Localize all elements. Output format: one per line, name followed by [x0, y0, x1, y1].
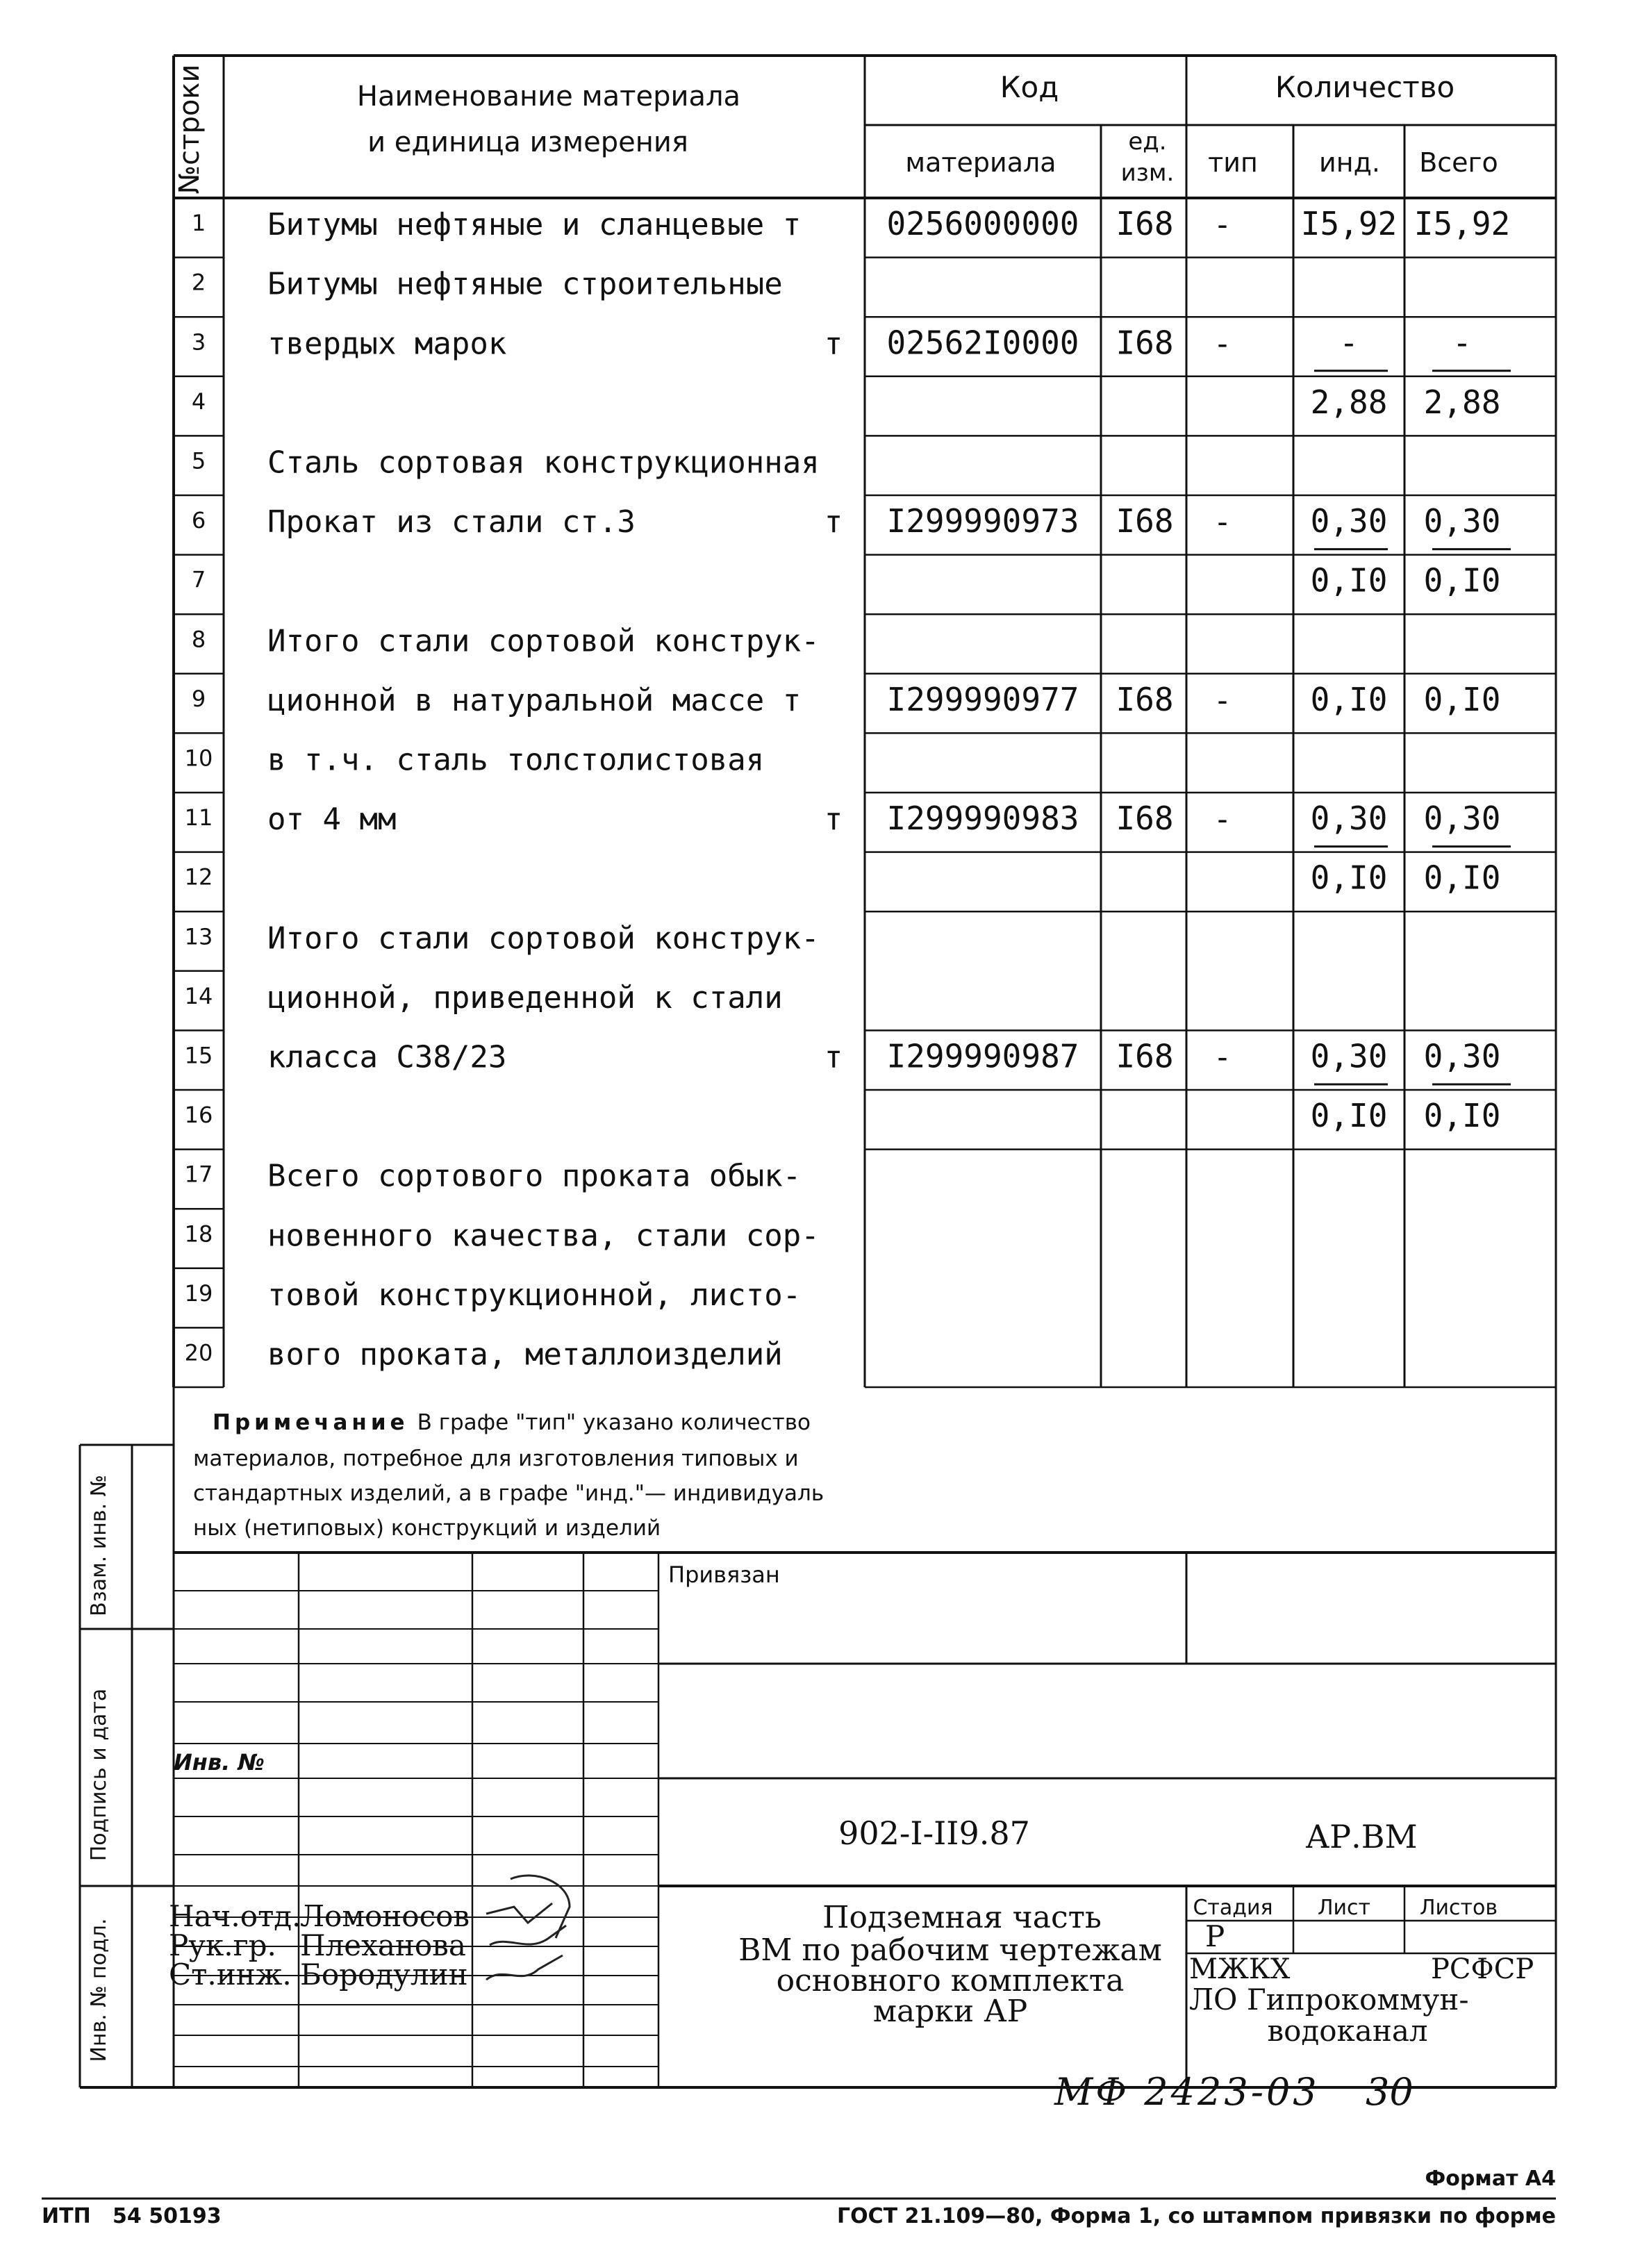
archive-stamp [1054, 2070, 1414, 2114]
unit-header-line2: изм. [1120, 159, 1175, 187]
table-row [192, 562, 1501, 599]
signer-name-3: Бородулин [300, 1957, 468, 1992]
code-header: Код [1000, 70, 1059, 104]
row-number: 17 [184, 1161, 213, 1188]
sheets-label: Листов [1419, 1896, 1498, 1920]
qty-total: 0,I0 [1423, 561, 1501, 599]
row-number: 9 [191, 685, 206, 712]
signer-role-1: Нач.отд. [169, 1899, 301, 1933]
table-body [185, 205, 1511, 1372]
table-row [185, 859, 1501, 897]
name-header-line1: Наименование материала [356, 81, 741, 113]
qty-ind: 0,30 [1310, 800, 1388, 838]
material-unit-mark: т [824, 1039, 843, 1075]
qty-ind-header: инд. [1319, 147, 1380, 178]
table-row [192, 681, 1501, 718]
material-name: Битумы нефтяные и сланцевые т [267, 207, 802, 243]
material-name: ционной в натуральной массе т [267, 682, 802, 718]
name-header-line2: и единица измерения [367, 126, 688, 158]
row-number: 14 [184, 982, 213, 1009]
material-code: 02562I0000 [886, 324, 1079, 362]
qty-ind: 0,30 [1310, 1037, 1388, 1075]
qty-total: 0,30 [1423, 502, 1501, 540]
code-material-header: материала [905, 147, 1056, 178]
signature-marks [486, 1876, 570, 1980]
unit-code: I68 [1116, 1037, 1174, 1075]
material-name: от 4 мм [267, 802, 397, 838]
material-code: 0256000000 [886, 205, 1079, 243]
table-row [185, 1097, 1501, 1134]
title-line-1: Подземная часть [822, 1900, 1102, 1935]
qty-ind: 0,I0 [1310, 561, 1388, 599]
row-number: 16 [184, 1102, 213, 1129]
row-number: 3 [191, 329, 206, 356]
table-row [192, 267, 783, 302]
material-name: в т.ч. сталь толстолистовая [267, 742, 765, 778]
qty-total: 0,I0 [1423, 680, 1501, 718]
qty-type: - [1213, 1039, 1232, 1075]
qty-ind: 0,I0 [1310, 680, 1388, 718]
note-line-4: ных (нетиповых) конструкций и изделий [193, 1516, 661, 1541]
table-row [185, 1218, 820, 1253]
unit-code: I68 [1116, 800, 1174, 838]
doc-code: 902-I-II9.87 [838, 1814, 1030, 1852]
row-number: 4 [191, 388, 206, 415]
org-republic: РСФСР [1431, 1953, 1534, 1985]
qty-type: - [1213, 802, 1232, 838]
signature-stroke [486, 1903, 552, 1923]
row-number: 1 [191, 210, 206, 237]
qty-type: - [1213, 504, 1232, 540]
vzam-inv-label: Взам. инв. № [87, 1475, 111, 1616]
qty-ind: 0,I0 [1310, 1097, 1388, 1135]
title-line-3: основного комплекта [776, 1963, 1125, 1998]
material-name: Битумы нефтяные строительные [267, 266, 783, 302]
qty-ind: I5,92 [1300, 205, 1398, 243]
table-row [192, 205, 1510, 242]
inv-no-label: Инв. № [174, 1749, 265, 1776]
signature-stroke [490, 1926, 566, 1945]
side-labels [87, 1475, 111, 2062]
row-number: 20 [184, 1339, 213, 1366]
qty-total: 2,88 [1423, 383, 1501, 421]
material-name: Сталь сортовая конструкционная [267, 445, 820, 481]
qty-total: 0,I0 [1423, 859, 1501, 897]
row-number: 5 [191, 447, 206, 474]
table-row [192, 445, 820, 480]
unit-code: I68 [1116, 324, 1174, 362]
row-number: 13 [184, 923, 213, 950]
material-name: товой конструкционной, листо- [267, 1277, 802, 1313]
table-row [185, 1159, 802, 1194]
qty-total: 0,30 [1423, 800, 1501, 838]
unit-header-line1: ед. [1128, 128, 1167, 156]
material-name: вого проката, металлоизделий [267, 1336, 783, 1373]
row-number: 18 [184, 1220, 213, 1248]
material-unit-mark: т [824, 802, 843, 838]
qty-total: I5,92 [1414, 205, 1511, 243]
material-name: ционной, приведенной к стали [267, 979, 783, 1016]
stage-value: Р [1205, 1919, 1225, 1953]
signer-role-3: Ст.инж. [169, 1957, 292, 1992]
qty-ind: 0,30 [1310, 502, 1388, 540]
row-number: 6 [191, 507, 206, 534]
material-code: I299990973 [886, 502, 1079, 540]
row-number: 19 [184, 1280, 213, 1307]
note-line-2: материалов, потребное для изготовления типовых и [193, 1446, 799, 1471]
doc-mark: АР.ВМ [1305, 1818, 1418, 1855]
table-row [192, 383, 1501, 421]
table-row [192, 502, 1501, 540]
table-row [192, 324, 1472, 361]
qty-total: 0,30 [1423, 1037, 1501, 1075]
org-line-2: ЛО Гипрокоммун- [1189, 1983, 1469, 2017]
qty-ind: 2,88 [1310, 383, 1388, 421]
material-name: Итого стали сортовой конструк- [267, 920, 820, 957]
material-code: I299990983 [886, 800, 1079, 838]
inv-podl-label: Инв. № подл. [87, 1918, 111, 2062]
note-line-1 [213, 1410, 811, 1435]
row-number: 15 [184, 1042, 213, 1069]
material-unit-mark: т [824, 326, 843, 362]
signer-name-2: Плеханова [300, 1928, 466, 1962]
unit-code: I68 [1116, 680, 1174, 718]
table-row [192, 623, 820, 659]
qty-ind: 0,I0 [1310, 859, 1388, 897]
table-row [185, 1336, 783, 1372]
material-name: Прокат из стали ст.3 [267, 504, 636, 540]
footer-left: ИТП 54 50193 [42, 2204, 222, 2228]
row-number: 7 [191, 566, 206, 593]
row-number: 12 [184, 863, 213, 891]
title-line-4: марки АР [872, 1994, 1028, 2029]
table-row [185, 742, 765, 777]
qty-type-header: тип [1208, 147, 1258, 178]
format-label: Формат А4 [1425, 2167, 1556, 2191]
material-name: новенного качества, стали сор- [267, 1218, 820, 1254]
qty-total: - [1452, 324, 1472, 362]
privyazan-label: Привязан [668, 1562, 780, 1588]
table-row [185, 920, 820, 956]
material-code: I299990987 [886, 1037, 1079, 1075]
material-code: I299990977 [886, 680, 1079, 718]
org-ministry: МЖКХ [1189, 1953, 1291, 1985]
qty-type: - [1213, 207, 1232, 243]
podpis-data-label: Подпись и дата [87, 1688, 111, 1862]
material-name: твердых марок [267, 326, 507, 362]
table-row [185, 1037, 1501, 1075]
material-name: класса С38/23 [267, 1039, 507, 1075]
unit-code: I68 [1116, 205, 1174, 243]
qty-total-header: Всего [1419, 147, 1498, 178]
row-number-header: №строки [174, 64, 206, 194]
material-unit-mark: т [824, 504, 843, 540]
material-name: Всего сортового проката обык- [267, 1158, 802, 1194]
row-number: 11 [184, 804, 213, 831]
sheet-page-number: 30 [1366, 2070, 1414, 2114]
org-line-3: водоканал [1267, 2014, 1428, 2048]
note-lead: Примечание [213, 1410, 409, 1435]
qty-type: - [1213, 682, 1232, 718]
row-number: 8 [191, 626, 206, 653]
note-line1-rest: В графе "тип" указано количество [417, 1410, 811, 1435]
archive-number: МФ 2423-03 [1054, 2070, 1320, 2114]
qty-ind: - [1339, 324, 1359, 362]
quantity-header: Количество [1275, 70, 1455, 104]
title-line-2: ВМ по рабочим чертежам [738, 1932, 1162, 1968]
stage-label: Стадия [1193, 1896, 1273, 1920]
note-line-3: стандартных изделий, а в графе "инд."— индивидуаль [193, 1481, 824, 1506]
table-row [185, 980, 783, 1016]
row-number: 10 [184, 745, 213, 772]
row-number: 2 [191, 269, 206, 296]
table-row [185, 800, 1501, 837]
qty-total: 0,I0 [1423, 1097, 1501, 1135]
table-header [174, 65, 1498, 194]
qty-type: - [1213, 326, 1232, 362]
sheet-label: Лист [1317, 1896, 1371, 1920]
footer-right: ГОСТ 21.109—80, Форма 1, со штампом привязки по форме [836, 2204, 1556, 2228]
signer-name-1: Ломоносов [300, 1899, 470, 1933]
material-name: Итого стали сортовой конструк- [267, 623, 820, 659]
table-row [185, 1277, 802, 1313]
unit-code: I68 [1116, 502, 1174, 540]
signer-role-2: Рук.гр. [169, 1928, 276, 1962]
note-block [193, 1410, 824, 1541]
title-block [169, 1562, 1534, 2048]
